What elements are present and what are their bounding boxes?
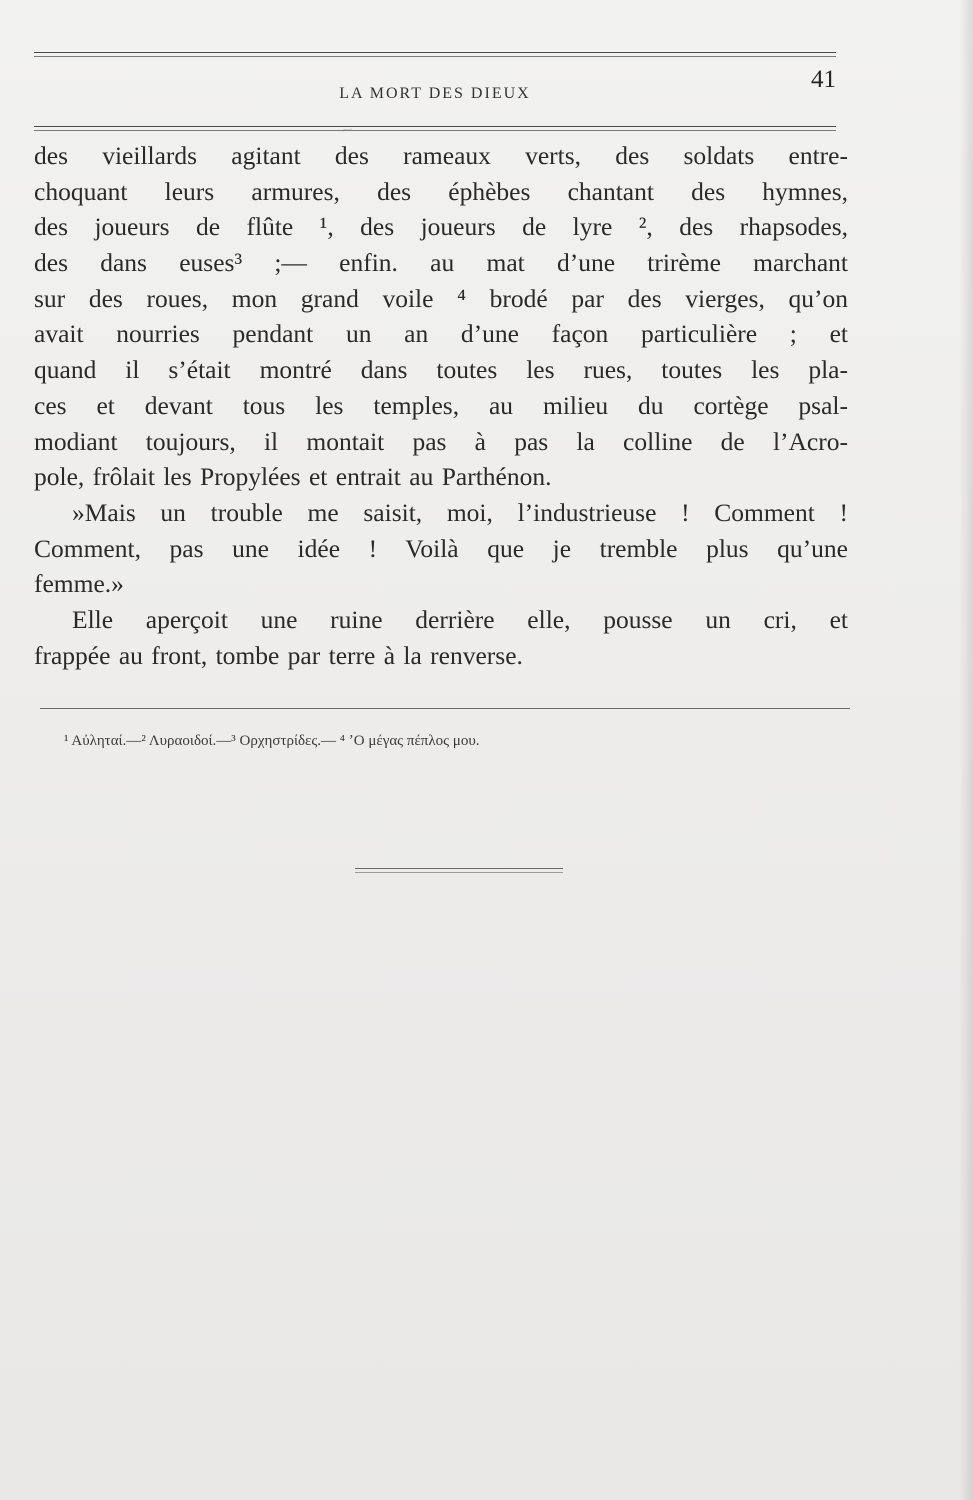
footnote-rule xyxy=(40,708,850,709)
text-line: ces et devant tous les temples, au milieu du cortège psal- xyxy=(34,390,848,420)
header-rule-bottom-thin xyxy=(34,130,836,131)
text-line: modiant toujours, il montait pas à pas la colline de l’Acro- xyxy=(34,426,848,456)
end-rule xyxy=(355,868,563,869)
header-rule-bottom xyxy=(34,126,836,127)
text-line: Elle aperçoit une ruine derrière elle, pousse un cri, et xyxy=(72,604,848,634)
page-number: 41 xyxy=(811,66,836,93)
footnotes: ¹ Αὐληταί.—² Λυραοιδοί.—³ Ορχηστρίδες.— ⁴ ʼΟ μέγας πέπλος μου. xyxy=(64,733,480,749)
page-header xyxy=(34,48,836,138)
text-line: avait nourries pendant un an d’une façon particulière ; et xyxy=(34,319,848,349)
end-rule-thin xyxy=(355,872,563,873)
text-line: pole, frôlait les Propylées et entrait au Parthénon. xyxy=(34,462,552,492)
text-line: sur des roues, mon grand voile ⁴ brodé par des vierges, qu’on xyxy=(34,283,848,313)
header-rule-top xyxy=(34,52,836,53)
text-line: des vieillards agitant des rameaux verts, des soldats entre- xyxy=(34,141,848,170)
header-rule-top-thin xyxy=(34,56,836,57)
text-line: des dans euses³ ;— enfin. au mat d’une trirème marchant xyxy=(34,248,848,278)
text-line: frappée au front, tombe par terre à la renverse. xyxy=(34,640,523,670)
text-line: quand il s’était montré dans toutes les rues, toutes les pla- xyxy=(34,355,848,385)
text-line: femme.» xyxy=(34,569,124,599)
page-edge-shadow xyxy=(959,0,973,1500)
text-line: »Mais un trouble me saisit, moi, l’industrieuse ! Comment ! xyxy=(72,497,848,527)
text-line: Comment, pas une idée ! Voilà que je tremble plus qu’une xyxy=(34,533,848,563)
pencil-marks: ~ xyxy=(338,119,355,140)
running-title: LA MORT DES DIEUX xyxy=(339,85,531,102)
text-line: choquant leurs armures, des éphèbes chantant des hymnes, xyxy=(34,176,848,206)
text-line: des joueurs de flûte ¹, des joueurs de lyre ², des rhapsodes, xyxy=(34,212,848,242)
body-text xyxy=(34,138,848,673)
